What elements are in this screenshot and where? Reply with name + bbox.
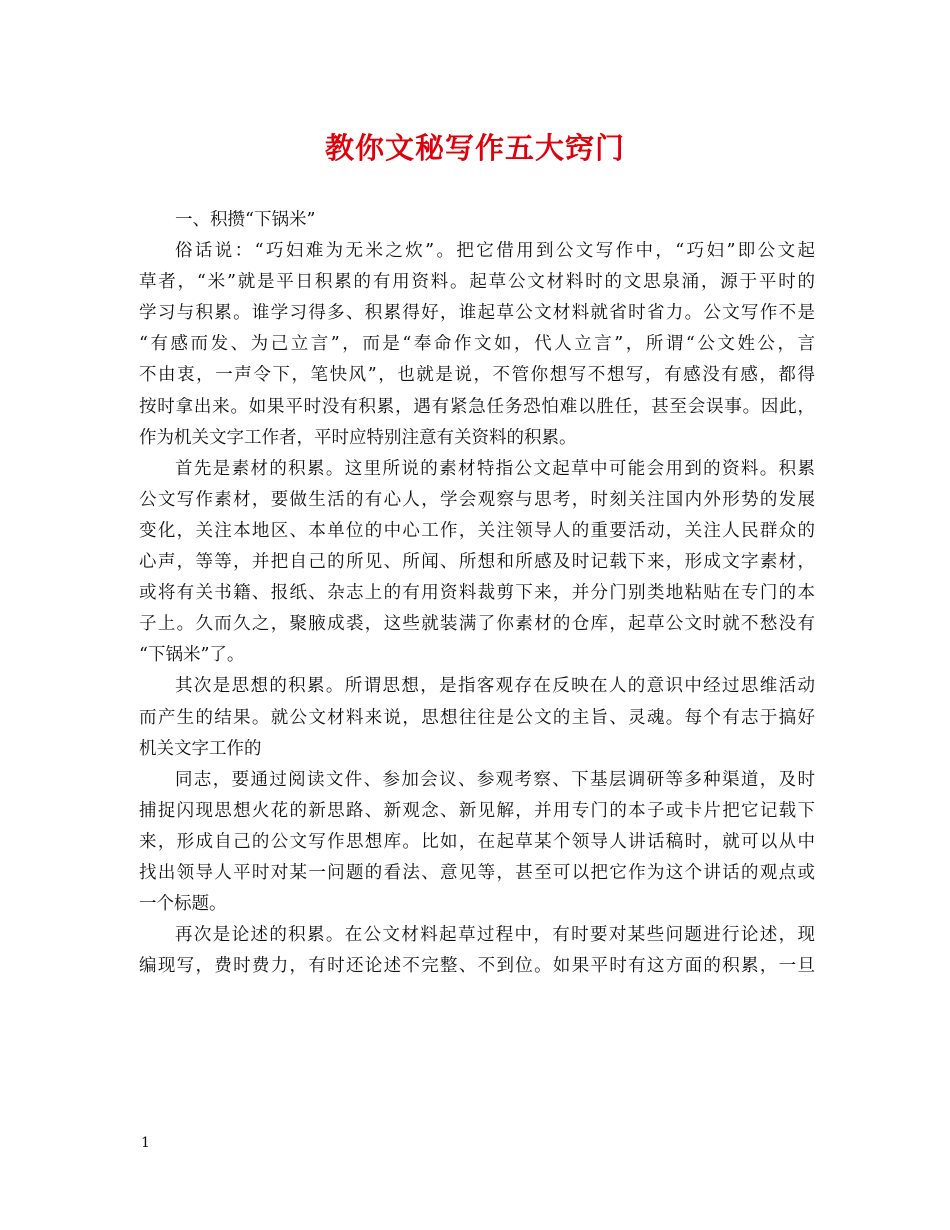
page-number: 1	[141, 1135, 150, 1151]
text-line: 找出领导人平时对某一问题的看法、意见等，甚至可以把它作为这个讲话的观点或	[139, 862, 815, 883]
text-line: 不由衷，一声令下，笔快风”，也就是说，不管你想写不想写，有感没有感，都得	[139, 365, 815, 386]
text-line: 同志，要通过阅读文件、参加会议、参观考察、下基层调研等多种渠道，及时	[175, 769, 815, 790]
text-line: 公文写作素材，要做生活的有心人，学会观察与思考，时刻关注国内外形势的发展	[139, 489, 815, 510]
text-line: 机关文字工作的	[139, 738, 262, 759]
text-line: 作为机关文字工作者，平时应特别注意有关资料的积累。	[139, 427, 577, 448]
text-line: 捕捉闪现思想火花的新思路、新观念、新见解，并用专门的本子或卡片把它记载下	[139, 800, 815, 821]
text-line: 学习与积累。谁学习得多、积累得好，谁起草公文材料就省时省力。公文写作不是	[139, 303, 815, 324]
document-body	[139, 205, 815, 982]
document-title: 教你文秘写作五大窍门	[324, 131, 625, 165]
text-line: 变化，关注本地区、本单位的中心工作，关注领导人的重要活动，关注人民群众的	[139, 520, 815, 541]
text-line: 心声，等等，并把自己的所见、所闻、所想和所感及时记载下来，形成文字素材，	[139, 552, 815, 573]
text-line: 编现写，费时费力，有时还论述不完整、不到位。如果平时有这方面的积累，一旦	[139, 956, 815, 977]
text-line: 子上。久而久之，聚腋成裘，这些就装满了你素材的仓库，起草公文时就不愁没有	[139, 614, 815, 635]
text-line: 一个标题。	[139, 894, 227, 915]
text-line: 俗话说：“巧妇难为无米之炊”。把它借用到公文写作中，“巧妇”即公文起	[175, 241, 815, 262]
text-line: “有感而发、为己立言”，而是“奉命作文如，代人立言”，所谓“公文姓公，言	[139, 334, 815, 355]
text-line: 而产生的结果。就公文材料来说，思想往往是公文的主旨、灵魂。每个有志于搞好	[139, 707, 815, 728]
text-line: 其次是思想的积累。所谓思想，是指客观存在反映在人的意识中经过思维活动	[175, 676, 815, 697]
text-line: 按时拿出来。如果平时没有积累，遇有紧急任务恐怕难以胜任，甚至会误事。因此，	[139, 396, 815, 417]
text-line: “下锅米”了。	[139, 645, 245, 666]
text-line: 再次是论述的积累。在公文材料起草过程中，有时要对某些问题进行论述，现	[175, 925, 815, 946]
text-line: 首先是素材的积累。这里所说的素材特指公文起草中可能会用到的资料。积累	[175, 458, 815, 479]
text-line: 一、积攒“下锅米”	[175, 210, 316, 230]
text-line: 来，形成自己的公文写作思想库。比如，在起草某个领导人讲话稿时，就可以从中	[139, 831, 815, 852]
text-line: 或将有关书籍、报纸、杂志上的有用资料裁剪下来，并分门别类地粘贴在专门的本	[139, 583, 815, 604]
text-line: 草者，“米”就是平日积累的有用资料。起草公文材料时的文思泉涌，源于平时的	[139, 272, 815, 293]
